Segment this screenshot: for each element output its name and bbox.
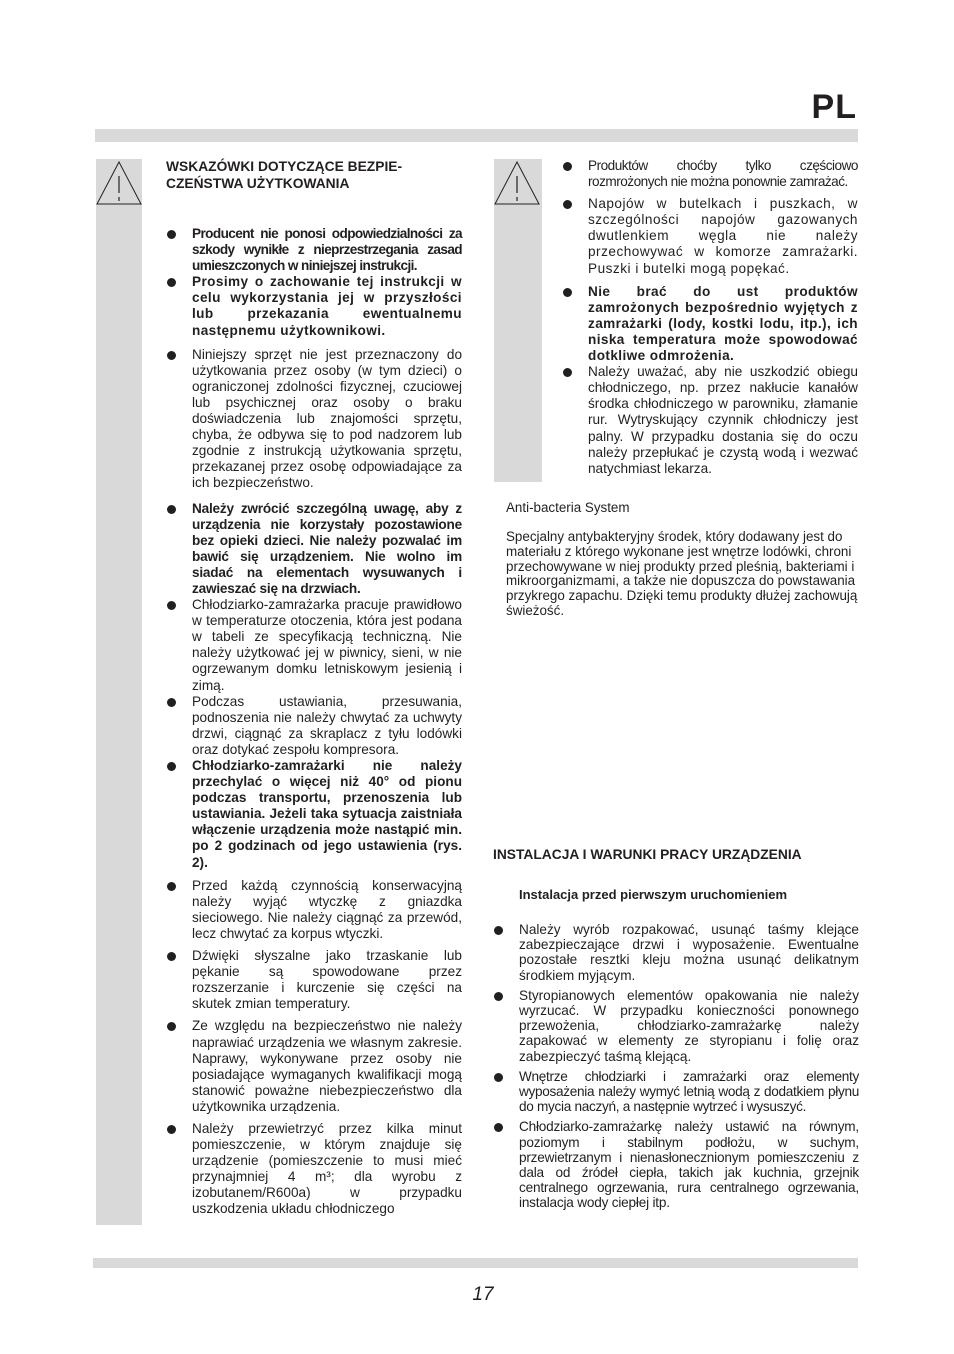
list-item: Chłodziarko-zamrażarki nie należy przechylać o więcej niż 40° od pionu podczas transportu, przenoszenia lub ustawiania. Jeżeli taka sytuacja zaistniała włączenie urządzenia może nastąpić min. po 2 godzinach od jego ustawienia (rys. 2). bbox=[166, 758, 462, 871]
warning-triangle-icon bbox=[493, 160, 541, 206]
list-item: Należy zwrócić szczególną uwagę, aby z urządzenia nie korzystały pozostawione bez opieki dzieci. Nie należy pozwalać im bawić się urządzeniem. Nie wolno im siadać na elementach wysuwanych i zawieszać się na drzwiach. bbox=[166, 501, 462, 598]
installation-list bbox=[493, 922, 859, 1211]
list-item: Dźwięki słyszalne jako trzaskanie lub pękanie są spowodowane przez rozszerzanie i kurczenie się części na skutek zmian temperatury. bbox=[166, 948, 462, 1012]
list-item: Chłodziarko-zamrażarkę należy ustawić na równym, poziomym i stabilnym podłożu, w suchym, przewietrzanym i nienasłonecznionym pomieszczeniu z dala od źródeł ciepła, takich jak kuchnia, grzejnik centralnego ogrzewania, rura centralnego ogrzewania, instalacja wody ciepłej itp. bbox=[493, 1119, 859, 1210]
warning-triangle-icon bbox=[95, 160, 143, 206]
top-divider-bar bbox=[95, 129, 858, 142]
list-item: Niniejszy sprzęt nie jest przeznaczony do użytkowania przez osoby (w tym dzieci) o ograniczonej zdolności fizycznej, czuciowej lub psychicznej oraz osoby o braku doświadczenia lub znajomości sprzętu, chyba, że odbywa się to pod nadzorem lub zgodnie z instrukcją użytkowania sprzętu, przekazanej przez osobę odpowiadające za ich bezpieczeństwo. bbox=[166, 347, 462, 492]
list-item: Należy wyrób rozpakować, usunąć taśmy klejące zabezpieczające drzwi i wyposażenie. Ewentualne pozostałe resztki kleju można usunąć delikatnym środkiem myjącym. bbox=[493, 922, 859, 983]
installation-heading: INSTALACJA I WARUNKI PRACY URZĄDZENIA bbox=[493, 846, 802, 862]
list-item: Producent nie ponosi odpowiedzialności za szkody wynikłe z nieprzestrzegania zasad umieszczonych w niniejszej instrukcji. bbox=[166, 226, 462, 274]
installation-subheading: Instalacja przed pierwszym uruchomieniem bbox=[519, 886, 788, 902]
page-number-text: 17 bbox=[472, 1284, 494, 1305]
list-item: Nie brać do ust produktów zamrożonych bezpośrednio wyjętych z zamrażarki (lody, kostki lodu, itp.), ich niska temperatura może spowodować dotkliwe odmrożenia. bbox=[562, 284, 858, 364]
right-warning-sidebar bbox=[494, 159, 542, 482]
list-item: Ze względu na bezpieczeństwo nie należy naprawiać urządzenia we własnym zakresie. Naprawy, wykonywane przez osoby nie posiadające wymaganych kwalifikacji mogą stanowić poważne niebezpieczeństwo dla użytkownika urządzenia. bbox=[166, 1018, 462, 1115]
list-item: Napojów w butelkach i puszkach, w szczególności napojów gazowanych dwutlenkiem węgla nie należy przechowywać w komorze zamrażarki. Puszki i butelki mogą popękać. bbox=[562, 196, 858, 276]
list-item: Przed każdą czynnością konserwacyjną należy wyjąć wtyczkę z gniazdka sieciowego. Nie należy ciągnąć za przewód, lecz chwytać za korpus wtyczki. bbox=[166, 878, 462, 942]
list-item: Produktów choćby tylko częściowo rozmrożonych nie można ponownie zamrażać. bbox=[562, 158, 858, 190]
safety-list bbox=[166, 226, 462, 1218]
abs-title: Anti-bacteria System bbox=[506, 500, 630, 515]
list-item: Podczas ustawiania, przesuwania, podnoszenia nie należy chwytać za uchwyty drzwi, ciągnąć za skraplacz z tyłu lodówki oraz dotykać zespołu kompresora. bbox=[166, 694, 462, 758]
list-item: Należy uważać, aby nie uszkodzić obiegu chłodniczego, np. przez nakłucie kanałów środka chłodniczego w parowniku, złamanie rur. Wytryskujący czynnik chłodniczy jest palny. W przypadku dostania się do oczu należy przepłukać je czystą wodą i wezwać natychmiast lekarza. bbox=[562, 364, 858, 477]
list-item: Prosimy o zachowanie tej instrukcji w celu wykorzystania jej w przyszłości lub przekazania ewentualnemu następnemu użytkownikowi. bbox=[166, 274, 462, 338]
list-item: Należy przewietrzyć przez kilka minut pomieszczenie, w którym znajduje się urządzenie (pomieszczenie to musi mieć przynajmniej 4 m³; dla wyrobu z izobutanem/R600a) w przypadku uszkodzenia układu chłodniczego bbox=[166, 1121, 462, 1218]
safety-heading: WSKAZÓWKI DOTYCZĄCE BEZPIE-CZEŃSTWA UŻYTKOWANIA bbox=[166, 159, 403, 191]
page-number bbox=[0, 1284, 954, 1306]
installation-column bbox=[493, 500, 859, 1211]
warning-list bbox=[562, 158, 858, 477]
list-item: Styropianowych elementów opakowania nie należy wyrzucać. W przypadku konieczności ponownego przewożenia, chłodziarko-zamrażarkę należy zapakować w elementy ze styropianu i folię oraz zabezpieczyć taśmą klejącą. bbox=[493, 988, 859, 1064]
list-item: Chłodziarko-zamrażarka pracuje prawidłowo w temperaturze otoczenia, która jest podana w tabeli ze specyfikacją techniczną. Nie należy użytkować jej w piwnicy, sieni, w nie ogrzewanym domku letniskowym jesienią i zimą. bbox=[166, 597, 462, 694]
safety-instructions-column bbox=[166, 158, 462, 1218]
left-warning-sidebar bbox=[96, 159, 142, 1225]
bottom-divider-bar bbox=[93, 1258, 858, 1268]
list-item: Wnętrze chłodziarki i zamrażarki oraz elementy wyposażenia należy wymyć letnią wodą z dodatkiem płynu do mycia naczyń, a następnie wytrzeć i wysuszyć. bbox=[493, 1069, 859, 1115]
abs-description: Specjalny antybakteryjny środek, który dodawany jest do materiału z którego wykonane jest wnętrze lodówki, chroni przechowywane w niej produkty przed pleśnią, bakteriami i mikroorganizmami, a także nie dopuszcza do powstawania przykrego zapachu. Dzięki temu produkty dłużej zachowują świeżość. bbox=[506, 529, 858, 619]
warning-continuation-column bbox=[562, 158, 858, 477]
language-code: PL bbox=[811, 88, 857, 126]
